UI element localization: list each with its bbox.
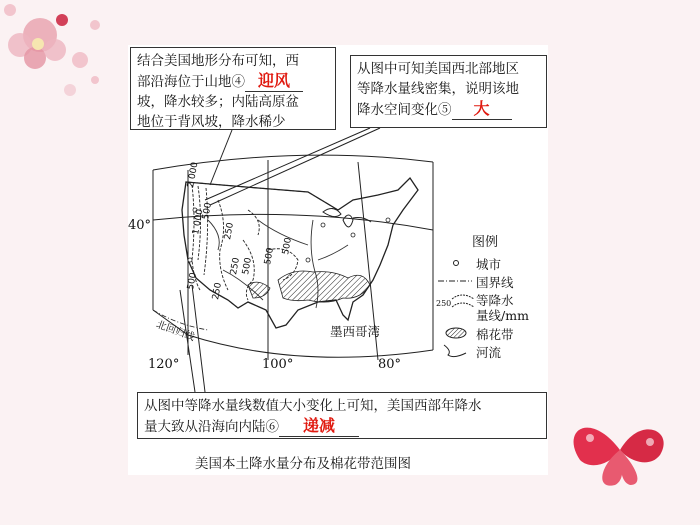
legend-title: 图例 [472,235,499,250]
callout-line: 结合美国地形分布可知，西 [137,53,299,69]
city-dot-icon [432,255,472,271]
callout-isohyet-density [350,55,547,128]
callout-windward [130,47,336,130]
answer-blank: 递减 [279,416,359,437]
isohyet-sample-value: 250 [436,299,452,308]
legend-label: 棉花带 [476,327,514,342]
answer-blank: 大 [452,99,512,120]
lon-label-80: 80° [378,357,402,372]
isohyet-label: 500 [186,271,199,291]
callout-line: 坡，降水较多；内陆高原盆 [137,94,299,110]
callout-text: 量大致从沿海向内陆⑥ [144,419,279,435]
callout-line [137,71,329,92]
callout-text: 部沿海位于山地④ [137,74,245,90]
cotton-belt-hatch-icon [432,325,472,341]
isohyet-label: 1 000 [191,208,206,236]
callout-line [357,99,540,120]
callout-text: 降水空间变化⑤ [357,102,452,118]
callout-line: 从图中可知美国西北部地区 [357,61,519,77]
isohyet-label: 250 [211,281,224,301]
isohyet-label: 250 [229,256,242,276]
tropic-of-cancer-label: 北回归线 [154,319,196,344]
callout-line: 等降水量线密集，说明该地 [357,81,519,97]
lon-label-100: 100° [262,357,294,372]
callout-line: 地位于背风坡，降水稀少 [137,114,286,130]
river-icon [432,343,472,359]
isohyet-label: 500 [241,256,254,276]
lat-label-40: 40° [128,218,152,233]
lon-label-120: 120° [148,357,180,372]
callout-precip-trend [137,392,547,439]
legend-label: 城市 [476,257,502,272]
legend-label: 国界线 [476,275,514,290]
callout-line [144,416,540,437]
border-line-icon [432,273,472,289]
legend-label: 等降水 [476,293,514,308]
isohyet-label: 500 [201,201,214,221]
legend-label: 河流 [476,345,502,360]
answer-blank: 迎风 [245,71,303,92]
gulf-of-mexico-label: 墨西哥湾 [330,324,381,339]
isohyet-label: 500 [281,236,294,256]
isohyet-label: 2 000 [186,161,201,189]
isohyet-label: 250 [223,221,236,241]
isohyet-label: 500 [263,246,276,266]
callout-line: 从图中等降水量线数值大小变化上可知，美国西部年降水 [144,398,482,414]
map-caption: 美国本土降水量分布及棉花带范围图 [195,456,411,472]
legend-label-unit: 量线/mm [476,308,529,323]
